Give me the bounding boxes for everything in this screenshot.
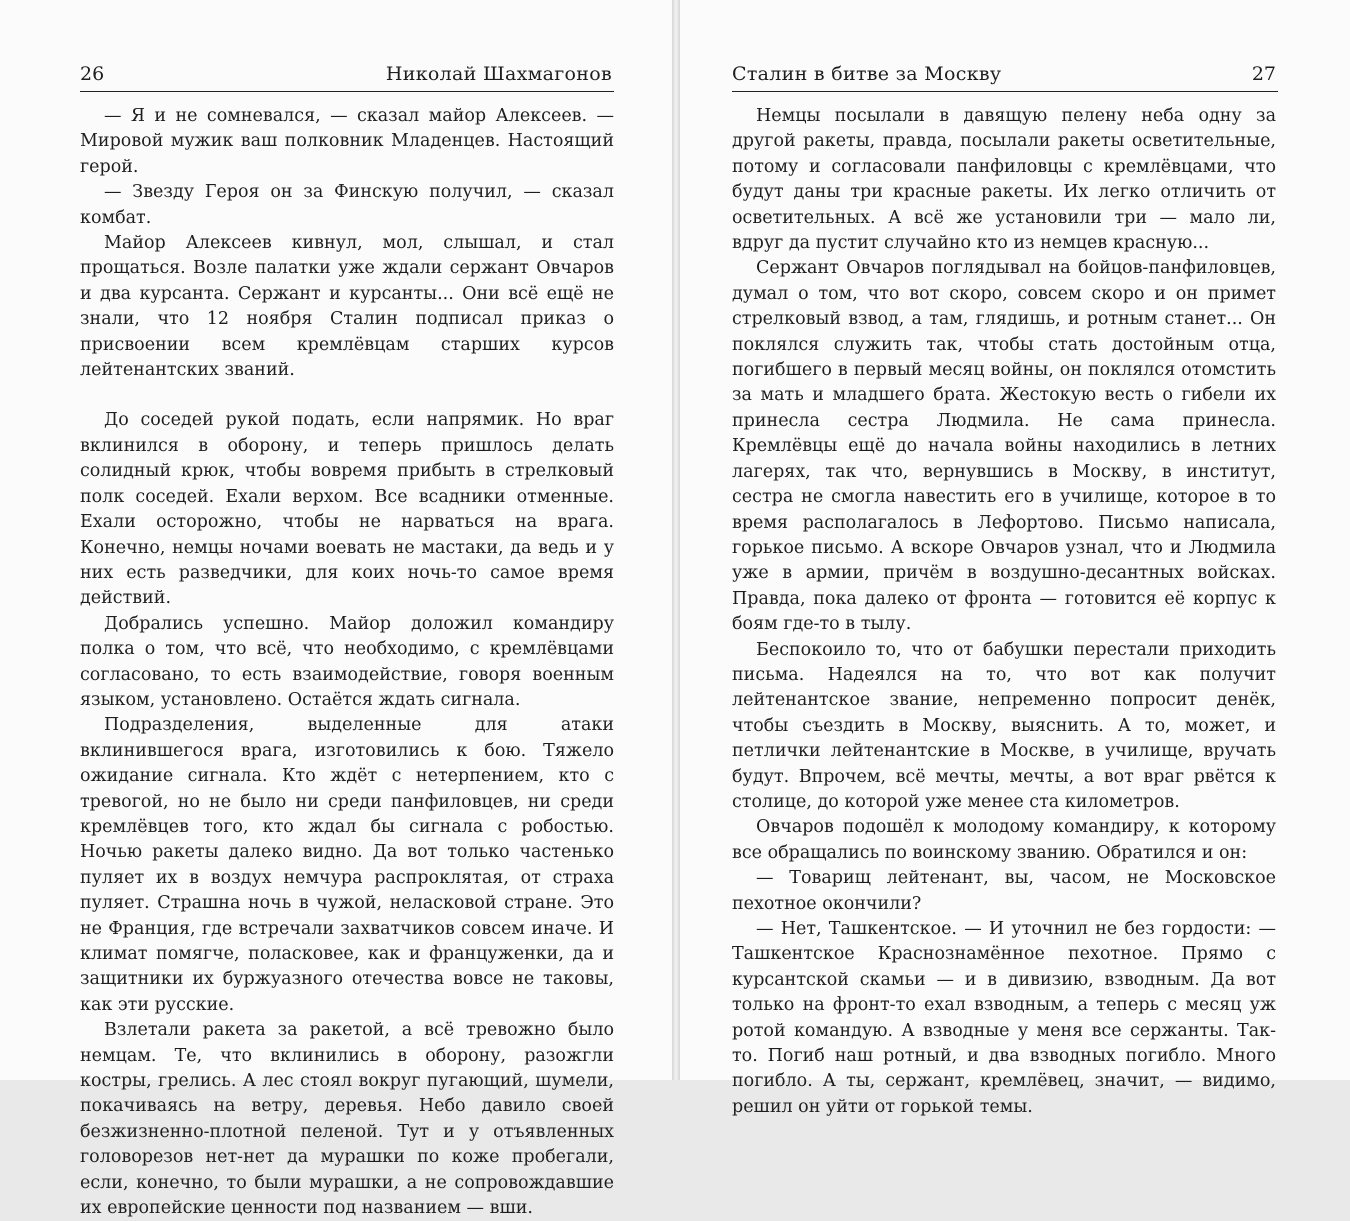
paragraph: Взлетали ракета за ракетой, а всё тревожно было немцам. Те, что вклинились в оборону, разожгли костры, грелись. А лес стоял вокруг пугающий, шумели, покачиваясь на ветру, деревья. Небо давило своей безжизненно-плотной пеленой. Тут и у отъявленных головорезов нет-нет да мурашки по коже пробегали, если, конечно, то были мурашки, а не сопровождавшие их европейские ценности под названием — вши. bbox=[80, 1020, 614, 1219]
paragraph: — Звезду Героя он за Финскую получил, — сказал комбат. bbox=[80, 182, 614, 228]
left-page bbox=[0, 0, 672, 1219]
paragraph: До соседей рукой подать, если напрямик. Но враг вклинился в оборону, и теперь пришлось делать солидный крюк, чтобы вовремя прибыть в стрелковый полк соседей. Ехали верхом. Все всадники отменные. Ехали осторожно, чтобы не нарваться на врага. Конечно, немцы ночами воевать не мастаки, да ведь и у них есть разведчики, для коих ночь-то самое время действий. bbox=[80, 410, 614, 609]
paragraph: Немцы посылали в давящую пелену неба одну за другой ракеты, правда, посылали ракеты осветительные, потому и согласовали панфиловцы с кремлёвцами, что будут даны три красные ракеты. Их легко отличить от осветительных. А всё же установили три — мало ли, вдруг да пустит случайно кто из немцев красную... bbox=[732, 106, 1276, 254]
paragraph: Сержант Овчаров поглядывал на бойцов-панфиловцев, думал о том, что вот скоро, совсем скоро и он примет стрелковый взвод, а там, глядишь, и ротным станет... Он поклялся служить так, чтобы стать достойным отца, погибшего в первый месяц войны, он поклялся отомстить за мать и младшего брата. Жестокую весть о гибели их принесла сестра Людмила. Не сама принесла. Кремлёвцы ещё до начала войны находились в летних лагерях, так что, вернувшись в Москву, в институт, сестра не смогла навестить его в училище, которое в то время располагалось в Лефортово. Письмо написала, горькое письмо. А вскоре Овчаров узнал, что и Людмила уже в армии, причём в воздушно-десантных войсках. Правда, пока далеко от фронта — готовится её корпус к боям где-то в тылу. bbox=[732, 258, 1276, 635]
paragraph: — Я и не сомневался, — сказал майор Алексеев. — Мировой мужик ваш полковник Младенцев. Настоящий герой. bbox=[80, 106, 614, 177]
right-page bbox=[680, 0, 1350, 1117]
paragraph: Подразделения, выделенные для атаки вклинившегося врага, изготовились к бою. Тяжело ожидание сигнала. Кто ждёт с нетерпением, кто с тревогой, но не было ни среди панфиловцев, ни среди кремлёвцев того, кто ждал бы сигнала с робостью. Ночью ракеты далеко видно. Да вот только частенько пуляет их в воздух немчура распроклятая, от страха пуляет. Страшна ночь в чужой, неласковой стране. Это не Франция, где встречали захватчиков совсем иначе. И климат помягче, поласковее, как и француженки, да и защитники их буржуазного отечества вовсе не таковы, как эти русские. bbox=[80, 715, 614, 1015]
paragraph: Овчаров подошёл к молодому командиру, к которому все обращались по воинскому званию. Обратился и он: bbox=[732, 817, 1276, 863]
paragraph: Майор Алексеев кивнул, мол, слышал, и стал прощаться. Возле палатки уже ждали сержант Овчаров и два курсанта. Сержант и курсанты... Они всё ещё не знали, что 12 ноября Сталин подписал приказ о присвоении всем кремлёвцам старших курсов лейтенантских званий. bbox=[80, 233, 614, 381]
body-text bbox=[732, 104, 1276, 1120]
paragraph: Беспокоило то, что от бабушки перестали приходить письма. Надеялся на то, что вот как получит лейтенантское звание, непременно попросит денёк, чтобы съездить в Москву, выяснить. А то, может, и петлички лейтенантские в Москве, в училище, вручать будут. Впрочем, всё мечты, мечты, а вот враг рвётся к столице, до которой уже менее ста километров. bbox=[732, 639, 1276, 812]
header-rule bbox=[80, 91, 614, 92]
running-head-author: Николай Шахмагонов bbox=[385, 63, 612, 85]
paragraph: — Нет, Ташкентское. — И уточнил не без гордости: — Ташкентское Краснознамённое пехотное. Прямо с курсантской скамьи — и в дивизию, взводным. Да вот только на фронт-то ехал взводным, а теперь с месяц уж ротой командую. А взводные у меня все сержанты. Так-то. Погиб наш ротный, и два взводных погибло. Много погибло. А ты, сержант, кремлёвец, значит, — видимо, решил он уйти от горькой темы. bbox=[732, 919, 1276, 1117]
paragraph: — Товарищ лейтенант, вы, часом, не Московское пехотное окончили? bbox=[732, 868, 1276, 914]
body-text bbox=[80, 104, 614, 1221]
paragraph: Добрались успешно. Майор доложил командиру полка о том, что всё, что необходимо, с кремлёвцами согласовано, то есть взаимодействие, говоря военным языком, установлено. Остаётся ждать сигнала. bbox=[80, 613, 614, 710]
running-head-title: Сталин в битве за Москву bbox=[732, 63, 1002, 85]
book-spine-gutter bbox=[672, 0, 680, 1080]
page-number: 26 bbox=[80, 63, 105, 85]
header-rule bbox=[732, 91, 1278, 92]
page-number: 27 bbox=[1251, 63, 1276, 85]
